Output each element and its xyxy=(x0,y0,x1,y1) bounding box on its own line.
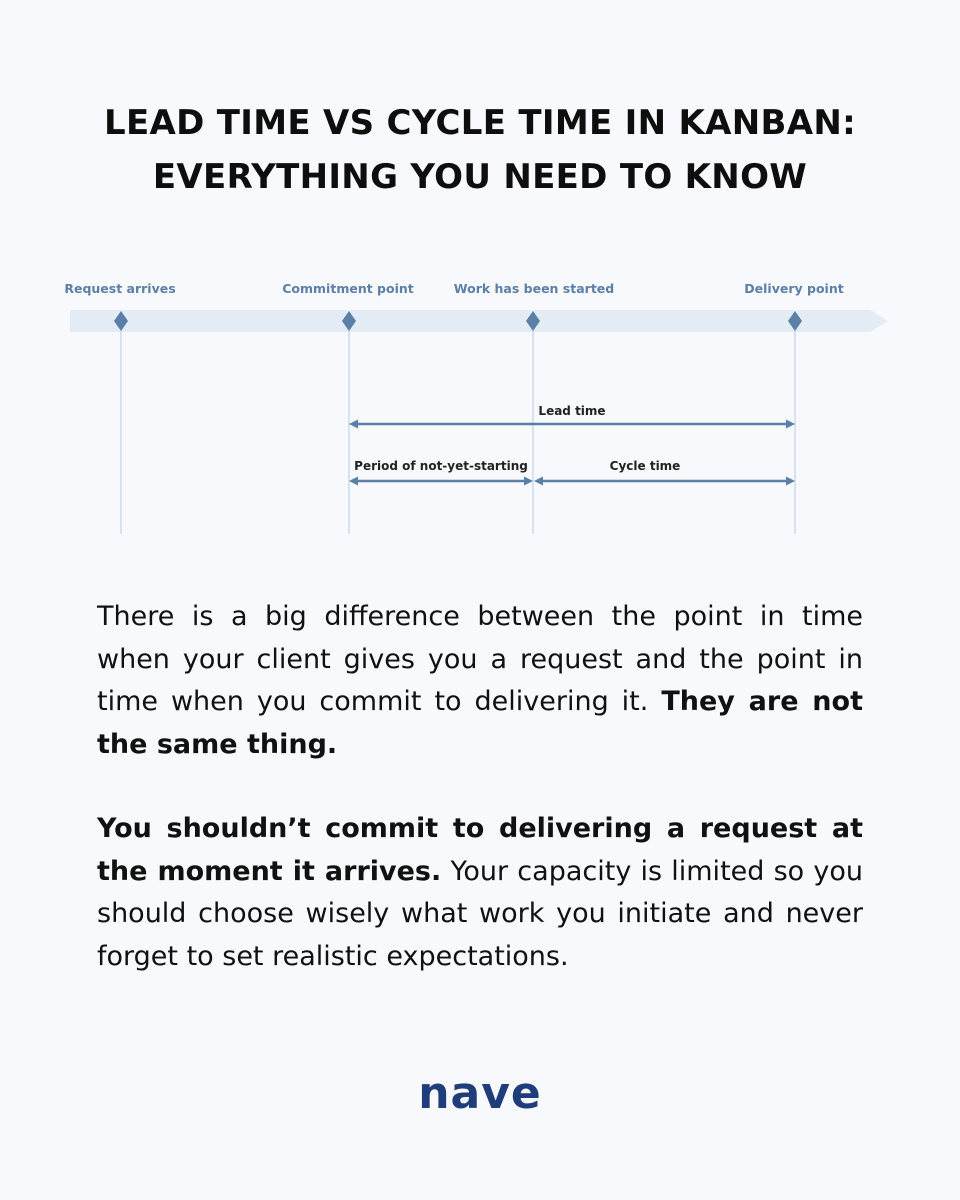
timeline-band xyxy=(70,310,888,332)
timeline-diagram xyxy=(0,260,960,550)
paragraph-1-emphasis: They are not the same thing. xyxy=(97,686,863,760)
page-title xyxy=(40,96,920,204)
paragraph-2 xyxy=(97,808,863,978)
nave-logo xyxy=(380,1068,580,1119)
title-line-1: LEAD TIME VS CYCLE TIME IN KANBAN: xyxy=(104,103,856,143)
label-request-arrives: Request arrives xyxy=(64,281,176,296)
paragraph-2-text: Your capacity is limited so you should choose wisely what work you initiate and never forget to set realistic expectations. xyxy=(97,855,863,972)
label-work-started: Work has been started xyxy=(453,281,615,296)
lead-time-arrow xyxy=(349,420,795,429)
label-delivery-point: Delivery point xyxy=(744,281,844,296)
title-line-2: EVERYTHING YOU NEED TO KNOW xyxy=(152,157,808,197)
paragraph-1 xyxy=(97,596,863,766)
paragraph-2-emphasis: You shouldn’t commit to delivering a request at the moment it arrives. xyxy=(97,813,863,887)
body-text xyxy=(97,596,863,978)
paragraph-1-text: There is a big difference between the point in time when your client gives you a request and the point in time when you commit to delivering it. xyxy=(97,601,863,717)
label-lead-time: Lead time xyxy=(538,404,606,418)
label-commitment-point: Commitment point xyxy=(282,281,414,296)
not-yet-starting-arrow xyxy=(349,477,533,486)
label-cycle-time: Cycle time xyxy=(609,459,681,473)
logo-text: nave xyxy=(418,1068,542,1119)
cycle-time-arrow xyxy=(534,477,795,486)
label-not-yet-starting: Period of not-yet-starting xyxy=(354,459,528,473)
